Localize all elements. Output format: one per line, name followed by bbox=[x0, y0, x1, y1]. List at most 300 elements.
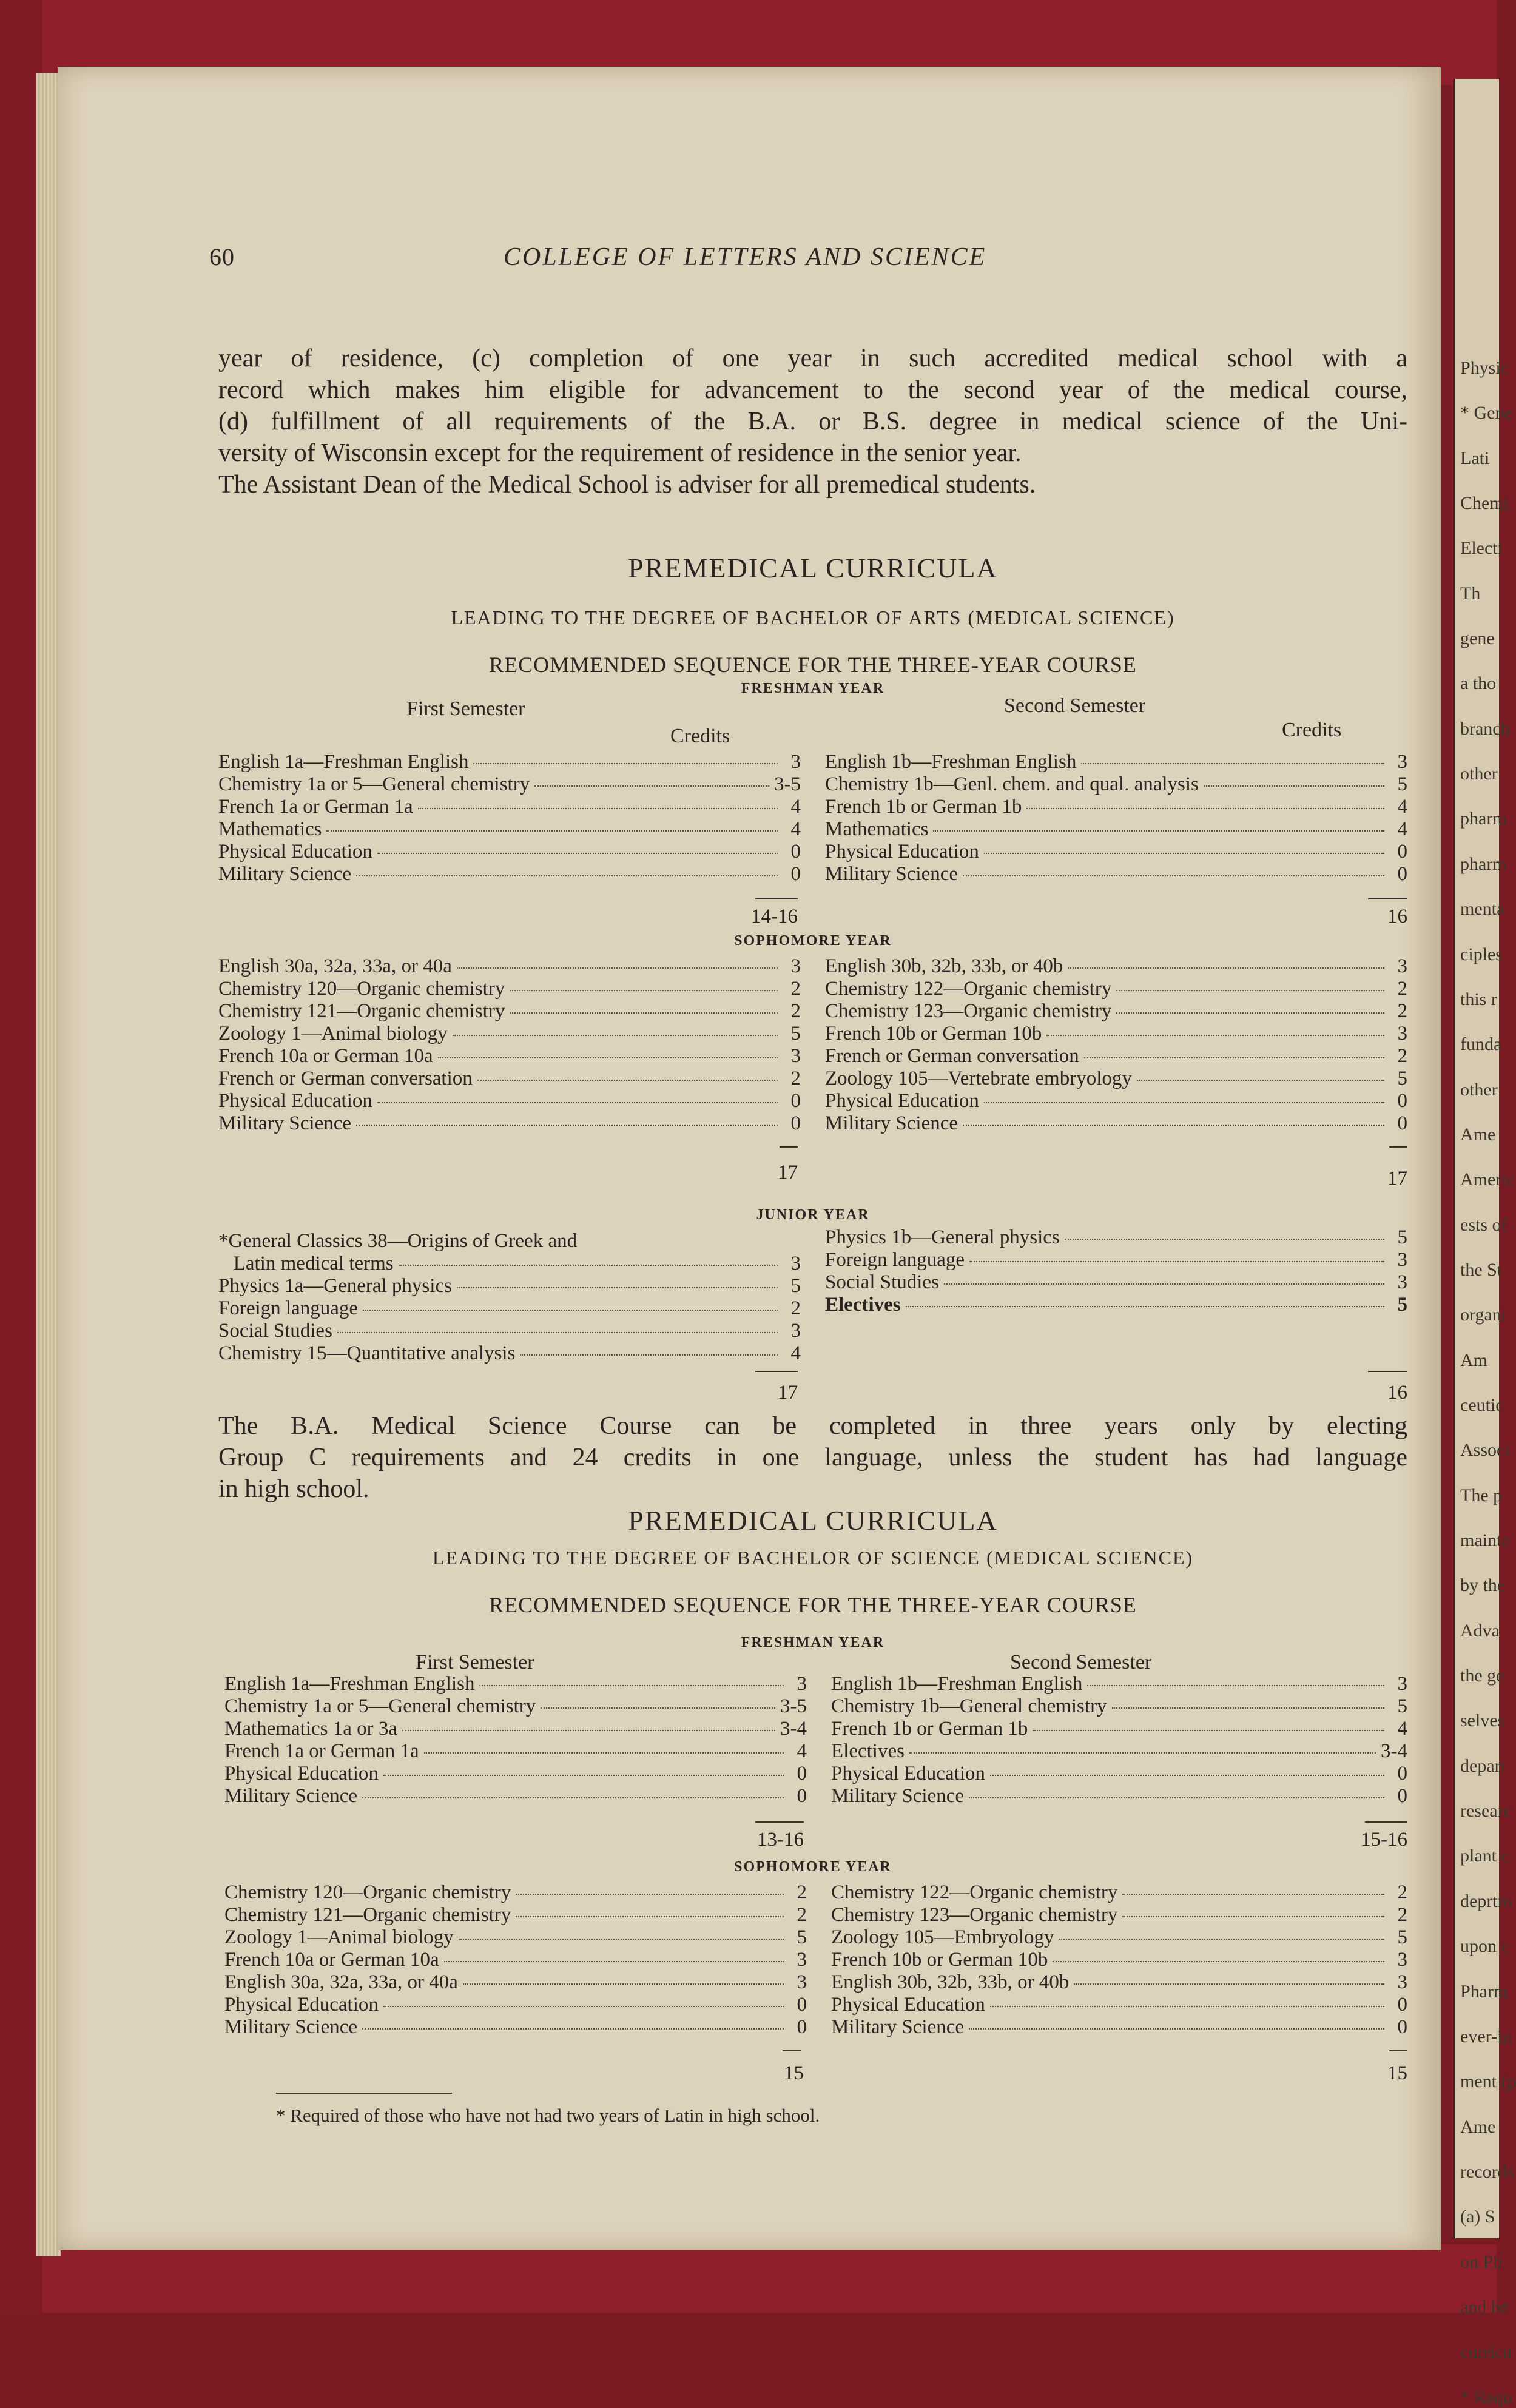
course-credits: 3 bbox=[797, 1949, 807, 1971]
course-row bbox=[831, 2016, 1407, 2039]
section2-sophomore-first-list bbox=[224, 1882, 807, 2039]
section1-first-semester-label: First Semester bbox=[406, 698, 525, 720]
leader-dots bbox=[444, 1961, 784, 1962]
course-row bbox=[831, 1904, 1407, 1926]
leader-dots bbox=[1116, 1012, 1384, 1014]
next-page-fragment: * Requ bbox=[1460, 2387, 1512, 2407]
course-row bbox=[831, 1763, 1407, 1785]
leader-dots bbox=[399, 1265, 778, 1266]
course-name: Latin medical terms bbox=[218, 1253, 394, 1274]
leader-dots bbox=[516, 1894, 784, 1895]
next-page-fragment: Electi bbox=[1460, 538, 1503, 559]
leader-dots bbox=[1059, 1939, 1384, 1940]
next-page-fragment: Associ bbox=[1460, 1440, 1510, 1461]
leader-dots bbox=[356, 875, 778, 876]
next-page-fragment: Pharm bbox=[1460, 1981, 1508, 2002]
next-page-fragment: Ame bbox=[1460, 2116, 1496, 2137]
section2-first-semester-label: First Semester bbox=[416, 1651, 534, 1673]
course-credits: 3 bbox=[1397, 1023, 1407, 1044]
leader-dots bbox=[1065, 1239, 1384, 1240]
section2-sophomore-second-list bbox=[831, 1882, 1407, 2039]
section2-sophomore-label: SOPHOMORE YEAR bbox=[734, 1859, 892, 1875]
leader-dots bbox=[984, 1102, 1384, 1103]
leader-dots bbox=[1068, 967, 1384, 969]
course-row bbox=[831, 1994, 1407, 2016]
leader-dots bbox=[516, 1916, 784, 1917]
course-row bbox=[825, 1271, 1407, 1294]
section1-credits-label-left: Credits bbox=[670, 725, 730, 747]
course-credits: 3 bbox=[790, 1253, 801, 1274]
section1-sequence: RECOMMENDED SEQUENCE FOR THE THREE-YEAR COURSE bbox=[489, 653, 1137, 677]
course-name: Physical Education bbox=[825, 1090, 979, 1112]
section1-junior-first-list bbox=[218, 1230, 801, 1365]
leader-dots bbox=[990, 1775, 1384, 1776]
course-name: Military Science bbox=[218, 863, 352, 885]
section2-sophomore-rule-left bbox=[783, 2050, 801, 2051]
leader-dots bbox=[963, 875, 1384, 876]
leader-dots bbox=[963, 1125, 1384, 1126]
course-name: Chemistry 1b—Genl. chem. and qual. analysis bbox=[825, 773, 1199, 795]
next-page-fragment: ever-in bbox=[1460, 2026, 1512, 2046]
course-row bbox=[224, 1673, 807, 1695]
next-page-fragment: the ge bbox=[1460, 1666, 1504, 1686]
section1-freshman-rule-right bbox=[1368, 898, 1407, 899]
course-credits: 5 bbox=[1397, 1068, 1407, 1089]
course-row bbox=[825, 1023, 1407, 1045]
course-row bbox=[825, 1294, 1407, 1316]
next-page-fragment: organi bbox=[1460, 1305, 1507, 1325]
course-name: French 10a or German 10a bbox=[224, 1949, 439, 1971]
course-credits: 4 bbox=[790, 796, 801, 818]
section2-freshman-rule-right bbox=[1365, 1821, 1407, 1823]
section2-sophomore-second-total: 15 bbox=[1387, 2062, 1407, 2084]
course-credits: 0 bbox=[790, 1112, 801, 1134]
course-credits: 0 bbox=[797, 1763, 807, 1784]
course-credits: 5 bbox=[1397, 1294, 1407, 1316]
course-row bbox=[831, 1926, 1407, 1949]
course-name: English 30a, 32a, 33a, or 40a bbox=[218, 955, 452, 977]
course-row bbox=[218, 863, 801, 886]
leader-dots bbox=[969, 1261, 1384, 1262]
course-name: Chemistry 120—Organic chemistry bbox=[218, 978, 505, 1000]
course-credits: 0 bbox=[797, 1994, 807, 2016]
section2-freshman-first-total: 13-16 bbox=[757, 1829, 804, 1851]
leader-dots bbox=[402, 1730, 775, 1731]
next-page-fragment: Chemi bbox=[1460, 493, 1509, 514]
next-page-fragment: Adva bbox=[1460, 1620, 1500, 1641]
course-credits: 5 bbox=[1397, 1695, 1407, 1717]
course-name: Physical Education bbox=[825, 841, 979, 863]
course-name: French 1a or German 1a bbox=[218, 796, 413, 818]
leader-dots bbox=[1204, 785, 1384, 787]
next-page-fragment: upon c bbox=[1460, 1936, 1509, 1957]
course-credits: 5 bbox=[1397, 1926, 1407, 1948]
course-row bbox=[831, 1882, 1407, 1904]
next-page-fragment: Lati bbox=[1460, 448, 1490, 468]
leader-dots bbox=[969, 1797, 1384, 1798]
course-credits: 3 bbox=[1397, 751, 1407, 773]
course-row bbox=[224, 1785, 807, 1808]
section2-freshman-second-list bbox=[831, 1673, 1407, 1808]
course-credits: 3 bbox=[1397, 1673, 1407, 1695]
course-name: French 10a or German 10a bbox=[218, 1045, 433, 1067]
course-row bbox=[825, 1000, 1407, 1023]
middle-paragraph bbox=[218, 1410, 1407, 1505]
leader-dots bbox=[477, 1080, 778, 1081]
course-row bbox=[825, 796, 1407, 818]
course-row bbox=[825, 773, 1407, 796]
text-line: The B.A. Medical Science Course can be completed in three years only by electing bbox=[218, 1412, 1407, 1440]
course-name: Zoology 105—Vertebrate embryology bbox=[825, 1068, 1132, 1089]
leader-dots bbox=[990, 2006, 1384, 2007]
course-name: English 1b—Freshman English bbox=[831, 1673, 1083, 1695]
section2-freshman-first-list bbox=[224, 1673, 807, 1808]
footnote: * Required of those who have not had two years of Latin in high school. bbox=[276, 2105, 820, 2126]
course-name: English 1a—Freshman English bbox=[224, 1673, 475, 1695]
course-name: Social Studies bbox=[218, 1320, 332, 1342]
leader-dots bbox=[383, 1775, 784, 1776]
leader-dots bbox=[418, 808, 778, 809]
leader-dots bbox=[933, 830, 1384, 832]
next-page-fragment: a tho bbox=[1460, 673, 1497, 694]
next-page-fragment: other bbox=[1460, 764, 1498, 784]
course-credits: 3 bbox=[1397, 955, 1407, 977]
course-name: Mathematics bbox=[825, 818, 929, 840]
course-name: Military Science bbox=[831, 2016, 965, 2038]
course-credits: 3-5 bbox=[774, 773, 801, 795]
course-name: English 1a—Freshman English bbox=[218, 751, 469, 773]
course-credits: 2 bbox=[790, 1000, 801, 1022]
next-page-edge bbox=[1453, 79, 1516, 2407]
next-page-fragment: Americ bbox=[1460, 1169, 1515, 1190]
course-row bbox=[825, 841, 1407, 863]
course-name: Military Science bbox=[218, 1112, 352, 1134]
leader-dots bbox=[363, 1310, 778, 1311]
leader-dots bbox=[1046, 1035, 1384, 1036]
section1-freshman-first-total: 14-16 bbox=[751, 906, 798, 927]
course-row bbox=[224, 1904, 807, 1926]
next-page-fragment: Th bbox=[1460, 583, 1481, 604]
course-name: French 1b or German 1b bbox=[831, 1718, 1028, 1740]
section1-subtitle: LEADING TO THE DEGREE OF BACHELOR OF ARTS (MEDICAL SCIENCE) bbox=[451, 607, 1175, 628]
next-page-fragment: Am bbox=[1460, 1350, 1487, 1370]
course-name: Military Science bbox=[831, 1785, 965, 1807]
course-row bbox=[224, 1926, 807, 1949]
course-name: Chemistry 122—Organic chemistry bbox=[825, 978, 1112, 1000]
section1-sophomore-second-list bbox=[825, 955, 1407, 1135]
section1-freshman-second-total: 16 bbox=[1387, 906, 1407, 927]
course-row bbox=[825, 955, 1407, 978]
course-name: English 30b, 32b, 33b, or 40b bbox=[831, 1971, 1070, 1993]
next-page-fragment: selves bbox=[1460, 1710, 1505, 1731]
leader-dots bbox=[944, 1283, 1384, 1285]
course-name: English 1b—Freshman English bbox=[825, 751, 1077, 773]
course-row bbox=[831, 1695, 1407, 1718]
leader-dots bbox=[1122, 1894, 1384, 1895]
next-page-fragment: * Gene bbox=[1460, 403, 1512, 423]
next-page-fragment: branch bbox=[1460, 718, 1510, 739]
course-row bbox=[825, 1090, 1407, 1112]
text-line: The Assistant Dean of the Medical School is adviser for all premedical students. bbox=[218, 471, 1036, 499]
course-credits: 2 bbox=[1397, 978, 1407, 1000]
course-name: Chemistry 122—Organic chemistry bbox=[831, 1882, 1118, 1903]
course-credits: 0 bbox=[1397, 1112, 1407, 1134]
course-credits: 0 bbox=[1397, 2016, 1407, 2038]
next-page-fragment: Physic bbox=[1460, 358, 1509, 378]
course-credits: 3 bbox=[797, 1971, 807, 1993]
course-row bbox=[218, 1253, 801, 1275]
next-page-fragment: Ame bbox=[1460, 1124, 1496, 1145]
course-name: Social Studies bbox=[825, 1271, 939, 1293]
course-credits: 5 bbox=[790, 1275, 801, 1297]
course-credits: 4 bbox=[797, 1740, 807, 1762]
leader-dots bbox=[1081, 763, 1384, 764]
next-page-fragment: researc bbox=[1460, 1801, 1512, 1821]
course-credits: 3 bbox=[1397, 1249, 1407, 1271]
course-name: Military Science bbox=[825, 863, 958, 885]
section1-junior-rule-right bbox=[1368, 1371, 1407, 1372]
next-page-fragment: pharm bbox=[1460, 809, 1507, 829]
course-row bbox=[218, 796, 801, 818]
section1-freshman-second-list bbox=[825, 751, 1407, 886]
course-name: French 10b or German 10b bbox=[825, 1023, 1042, 1044]
course-name: Chemistry 15—Quantitative analysis bbox=[218, 1342, 516, 1364]
leader-dots bbox=[424, 1752, 784, 1754]
course-row bbox=[218, 1297, 801, 1320]
course-name: Military Science bbox=[224, 2016, 358, 2038]
course-credits: 2 bbox=[1397, 1904, 1407, 1926]
course-name: French or German conversation bbox=[825, 1045, 1079, 1067]
leader-dots bbox=[520, 1354, 778, 1356]
leader-dots bbox=[362, 2028, 784, 2030]
course-row bbox=[831, 1718, 1407, 1740]
next-page-fragment: funda bbox=[1460, 1034, 1502, 1055]
section1-sophomore-rule-left bbox=[780, 1146, 798, 1148]
course-row bbox=[218, 1275, 801, 1297]
leader-dots bbox=[510, 990, 778, 991]
leader-dots bbox=[457, 1287, 778, 1288]
leader-dots bbox=[326, 830, 778, 832]
course-row bbox=[831, 1785, 1407, 1808]
course-row bbox=[224, 1971, 807, 1994]
course-credits: 3 bbox=[790, 751, 801, 773]
course-name: Foreign language bbox=[825, 1249, 965, 1271]
leader-dots bbox=[457, 967, 778, 969]
section1-junior-label: JUNIOR YEAR bbox=[756, 1207, 870, 1223]
leader-dots bbox=[1122, 1916, 1384, 1917]
section1-sophomore-label: SOPHOMORE YEAR bbox=[734, 933, 892, 949]
next-page-fragment: mainta bbox=[1460, 1530, 1510, 1551]
course-credits: 3-5 bbox=[780, 1695, 807, 1717]
course-row bbox=[224, 1695, 807, 1718]
text-line: record which makes him eligible for advancement to the second year of the medical course, bbox=[218, 376, 1407, 404]
course-name: Physics 1b—General physics bbox=[825, 1226, 1060, 1248]
next-page-fragment: gene bbox=[1460, 628, 1495, 649]
course-credits: 2 bbox=[797, 1904, 807, 1926]
leader-dots bbox=[473, 763, 778, 764]
section2-subtitle: LEADING TO THE DEGREE OF BACHELOR OF SCIENCE (MEDICAL SCIENCE) bbox=[432, 1547, 1194, 1569]
leader-dots bbox=[377, 853, 778, 854]
course-row bbox=[218, 1000, 801, 1023]
course-name: English 30a, 32a, 33a, or 40a bbox=[224, 1971, 458, 1993]
course-row bbox=[218, 751, 801, 773]
course-row bbox=[224, 1740, 807, 1763]
course-name: Zoology 1—Animal biology bbox=[224, 1926, 454, 1948]
intro-paragraph bbox=[218, 343, 1407, 500]
page-content bbox=[58, 67, 1441, 2250]
course-name: French or German conversation bbox=[218, 1068, 473, 1089]
section1-junior-rule-left bbox=[755, 1371, 798, 1372]
next-page-fragment: and he bbox=[1460, 2296, 1509, 2317]
next-page-fragment: deprtm bbox=[1460, 1891, 1512, 1911]
course-row bbox=[825, 978, 1407, 1000]
course-row bbox=[831, 1673, 1407, 1695]
section2-sophomore-rule-right bbox=[1389, 2050, 1407, 2051]
section1-sophomore-first-list bbox=[218, 955, 801, 1135]
leader-dots bbox=[438, 1057, 778, 1058]
course-name: Mathematics bbox=[218, 818, 322, 840]
course-name: French 1b or German 1b bbox=[825, 796, 1022, 818]
course-row bbox=[218, 978, 801, 1000]
section1-freshman-rule-left bbox=[755, 898, 798, 899]
course-row bbox=[218, 1342, 801, 1365]
course-name: Physical Education bbox=[831, 1994, 985, 2016]
section1-junior-second-total: 16 bbox=[1387, 1382, 1407, 1404]
course-row bbox=[831, 1971, 1407, 1994]
course-row bbox=[218, 1230, 801, 1253]
course-name: French 1a or German 1a bbox=[224, 1740, 419, 1762]
course-name: Chemistry 123—Organic chemistry bbox=[831, 1904, 1118, 1926]
course-row bbox=[825, 1068, 1407, 1090]
section2-freshman-second-total: 15-16 bbox=[1361, 1829, 1407, 1851]
section1-sophomore-second-total: 17 bbox=[1387, 1168, 1407, 1189]
course-row bbox=[831, 1949, 1407, 1971]
course-row bbox=[825, 863, 1407, 886]
next-page-fragment: menta bbox=[1460, 899, 1505, 920]
book-page bbox=[58, 67, 1441, 2250]
course-credits: 4 bbox=[790, 1342, 801, 1364]
running-head: COLLEGE OF LETTERS AND SCIENCE bbox=[504, 243, 987, 271]
next-page-fragment: The p bbox=[1460, 1485, 1503, 1505]
section1-sophomore-first-total: 17 bbox=[778, 1162, 798, 1183]
next-page-fragment: this r bbox=[1460, 989, 1497, 1009]
course-credits: 3 bbox=[1397, 1949, 1407, 1971]
leader-dots bbox=[969, 2028, 1384, 2030]
course-credits: 3 bbox=[1397, 1271, 1407, 1293]
page-number: 60 bbox=[209, 243, 235, 271]
course-name: Chemistry 1b—General chemistry bbox=[831, 1695, 1107, 1717]
leader-dots bbox=[479, 1685, 784, 1686]
section1-junior-second-list bbox=[825, 1226, 1407, 1316]
course-credits: 0 bbox=[790, 863, 801, 885]
course-row bbox=[218, 818, 801, 841]
course-credits: 0 bbox=[790, 1090, 801, 1112]
course-row bbox=[218, 1068, 801, 1090]
course-row bbox=[218, 1045, 801, 1068]
text-line: versity of Wisconsin except for the requirement of residence in the senior year. bbox=[218, 439, 1022, 467]
course-name: Physical Education bbox=[224, 1763, 379, 1784]
course-row bbox=[224, 1994, 807, 2016]
course-credits: 0 bbox=[797, 1785, 807, 1807]
course-row bbox=[825, 751, 1407, 773]
course-credits: 0 bbox=[797, 2016, 807, 2038]
course-row bbox=[224, 2016, 807, 2039]
text-line: in high school. bbox=[218, 1475, 369, 1503]
leader-dots bbox=[1026, 808, 1384, 809]
next-page-fragment: other bbox=[1460, 1079, 1498, 1100]
course-row bbox=[218, 773, 801, 796]
section2-freshman-rule-left bbox=[755, 1821, 804, 1823]
course-row bbox=[224, 1882, 807, 1904]
leader-dots bbox=[1112, 1707, 1384, 1709]
next-page-fragment: the St bbox=[1460, 1259, 1503, 1280]
section2-title: PREMEDICAL CURRICULA bbox=[628, 1505, 998, 1536]
course-credits: 3 bbox=[1397, 1971, 1407, 1993]
course-row bbox=[224, 1949, 807, 1971]
leader-dots bbox=[541, 1707, 775, 1709]
leader-dots bbox=[1137, 1080, 1384, 1081]
leader-dots bbox=[463, 1983, 784, 1985]
leader-dots bbox=[453, 1035, 778, 1036]
course-credits: 4 bbox=[1397, 796, 1407, 818]
section1-credits-label-right: Credits bbox=[1282, 719, 1342, 741]
course-credits: 0 bbox=[1397, 841, 1407, 863]
next-page-fragment: ceutic bbox=[1460, 1395, 1504, 1415]
leader-dots bbox=[356, 1125, 778, 1126]
course-name: Chemistry 121—Organic chemistry bbox=[224, 1904, 511, 1926]
next-page-fragment: ciples bbox=[1460, 944, 1503, 964]
section1-second-semester-label: Second Semester bbox=[1004, 694, 1146, 717]
course-credits: 0 bbox=[1397, 1090, 1407, 1112]
footnote-rule bbox=[276, 2093, 452, 2094]
text-line: year of residence, (c) completion of one year in such accredited medical school with a bbox=[218, 345, 1407, 372]
section1-freshman-first-list bbox=[218, 751, 801, 886]
course-row bbox=[825, 1226, 1407, 1249]
course-credits: 4 bbox=[1397, 1718, 1407, 1740]
leader-dots bbox=[383, 2006, 784, 2007]
course-name: Electives bbox=[825, 1294, 901, 1316]
course-name: Chemistry 1a or 5—General chemistry bbox=[218, 773, 530, 795]
leader-dots bbox=[906, 1306, 1384, 1307]
course-credits: 5 bbox=[790, 1023, 801, 1044]
course-credits: 5 bbox=[1397, 773, 1407, 795]
next-page-fragment: records bbox=[1460, 2161, 1514, 2182]
leader-dots bbox=[459, 1939, 784, 1940]
course-credits: 4 bbox=[1397, 818, 1407, 840]
leader-dots bbox=[1087, 1685, 1384, 1686]
section1-title: PREMEDICAL CURRICULA bbox=[628, 553, 998, 584]
course-credits: 0 bbox=[1397, 1763, 1407, 1784]
leader-dots bbox=[909, 1752, 1376, 1754]
book-cover-bottom bbox=[0, 2244, 1497, 2313]
course-row bbox=[825, 1112, 1407, 1135]
leader-dots bbox=[534, 785, 769, 787]
course-name: Chemistry 121—Organic chemistry bbox=[218, 1000, 505, 1022]
course-credits: 2 bbox=[1397, 1000, 1407, 1022]
course-credits: 3 bbox=[790, 1320, 801, 1342]
next-page-fragment: plant c bbox=[1460, 1846, 1509, 1866]
course-row bbox=[218, 955, 801, 978]
leader-dots bbox=[1116, 990, 1384, 991]
course-credits: 5 bbox=[1397, 1226, 1407, 1248]
course-row bbox=[224, 1718, 807, 1740]
course-name: Physical Education bbox=[224, 1994, 379, 2016]
next-page-fragment: pharm bbox=[1460, 853, 1507, 874]
leader-dots bbox=[1053, 1961, 1384, 1962]
course-credits: 3 bbox=[790, 1045, 801, 1067]
next-page-fragment: by the bbox=[1460, 1575, 1506, 1596]
leader-dots bbox=[377, 1102, 778, 1103]
